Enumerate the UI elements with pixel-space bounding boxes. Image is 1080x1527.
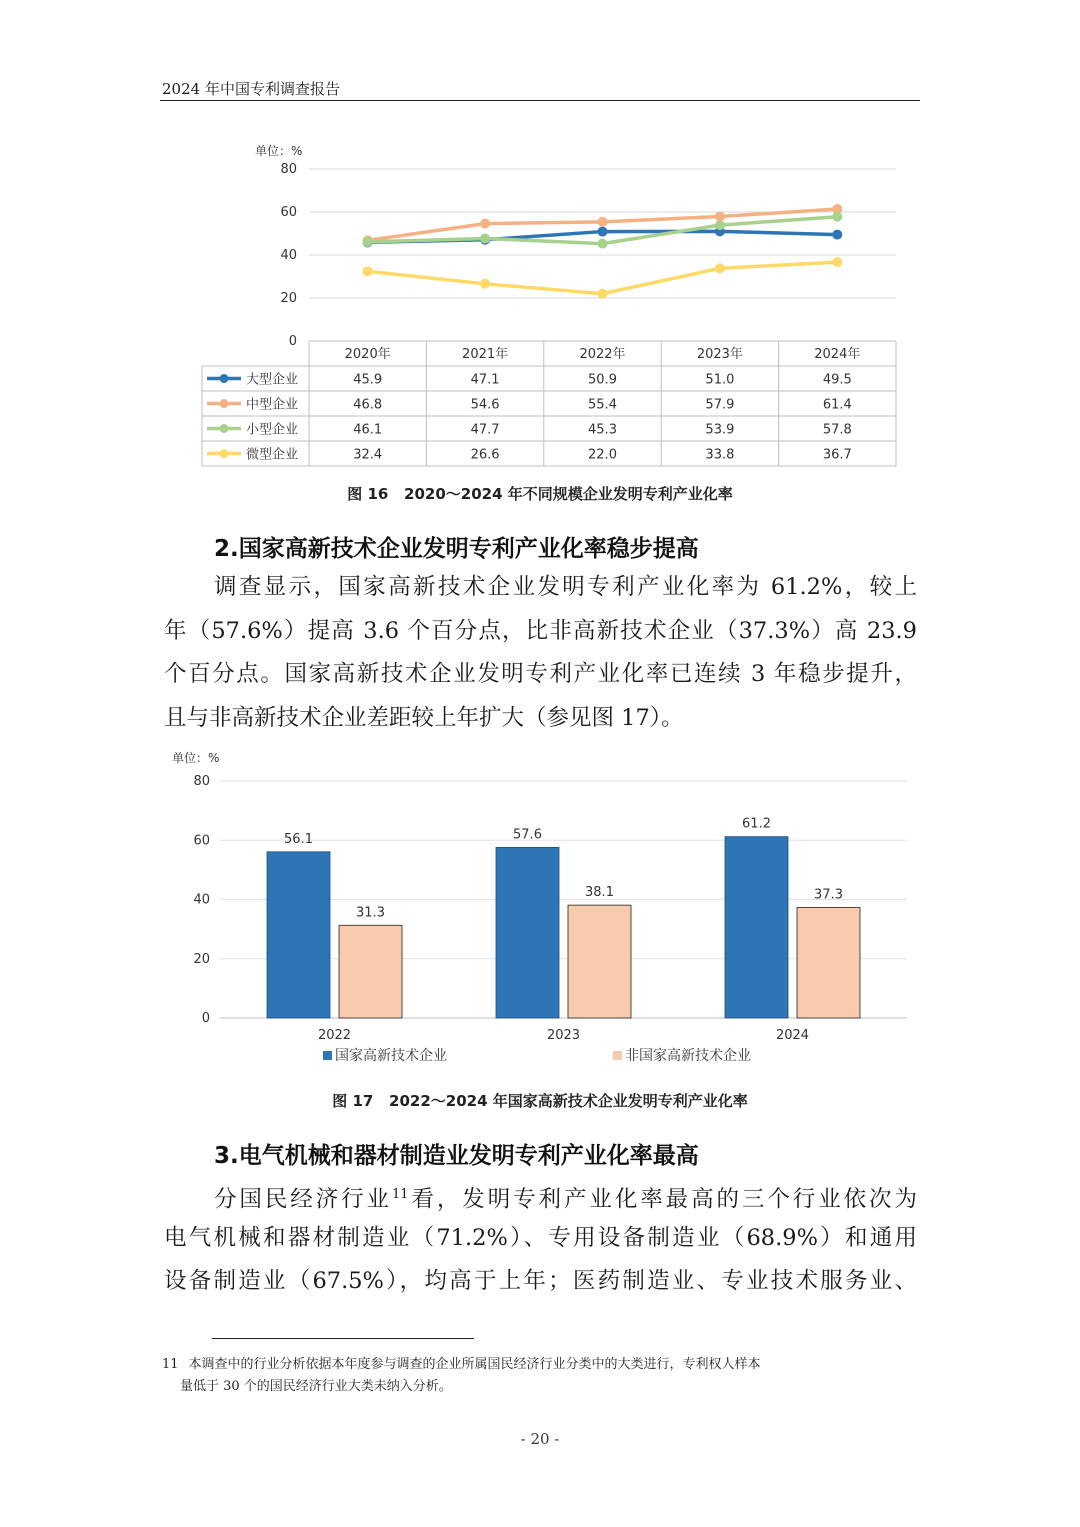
figure16-point (598, 217, 608, 227)
figure16-data-table (202, 341, 896, 466)
running-header: 2024 年中国专利调查报告 (162, 80, 340, 98)
figure16-data-label: 49.5 (822, 372, 852, 388)
figure16-unit: 单位：% (255, 144, 303, 158)
figure16-legend-marker (220, 449, 229, 458)
figure16-data-label: 53.9 (705, 422, 735, 438)
figure17-y-tick-label: 20 (193, 951, 210, 967)
header-rule (160, 100, 920, 101)
figure17-x-tick-label: 2022 (317, 1028, 352, 1043)
figure17-data-label: 31.3 (356, 905, 385, 921)
figure16-data-label: 46.8 (353, 397, 383, 413)
figure16-data-label: 47.1 (470, 372, 500, 388)
figure16-data-label: 50.9 (588, 372, 617, 388)
figure16-caption: 图 16 2020～2024 年不同规模企业发明专利产业化率 (347, 485, 733, 503)
figure16-point (598, 289, 608, 299)
figure16-data-label: 55.4 (588, 397, 617, 413)
figure16-data-label: 26.6 (470, 447, 500, 463)
section3-line-1-post: 看，发明专利产业化率最高的三个行业依次为 (408, 1186, 917, 1213)
section2-line-2: 年（57.6%）提高 3.6 个百分点，比非高新技术企业（37.3%）高 23.9 (164, 617, 917, 644)
footnote-ref[interactable]: 11 (391, 1187, 409, 1202)
figure16-y-tick-label: 80 (280, 162, 297, 177)
figure17-y-tick-label: 0 (201, 1011, 210, 1026)
figure16-series (363, 204, 843, 299)
figure17-bar (568, 905, 631, 1018)
page-number: - 20 - (520, 1430, 560, 1448)
figure17-legend-swatch (613, 1051, 622, 1060)
figure16-legend-marker (220, 374, 229, 383)
figure16-point (598, 239, 608, 249)
figure16-point (363, 266, 373, 276)
section2-heading: 2.国家高新技术企业发明专利产业化率稳步提高 (214, 536, 699, 562)
figure17-data-label: 37.3 (814, 887, 843, 903)
figure16-data-label: 45.9 (353, 372, 383, 388)
footnote-line-1: 本调查中的行业分析依据本年度参与调查的企业所属国民经济行业分类中的大类进行，专利权人样本 (188, 1357, 761, 1372)
figure17-y-tick-label: 60 (193, 833, 210, 849)
footnote-rule (212, 1338, 474, 1339)
figure17-bar (267, 852, 330, 1018)
figure16-x-category: 2020年 (344, 347, 391, 362)
figure16-legend-label: 中型企业 (246, 397, 299, 413)
figure16-y-tick-label: 20 (280, 291, 297, 306)
section2-line-3: 个百分点。国家高新技术企业发明专利产业化率已连续 3 年稳步提升， (164, 661, 917, 688)
figure17-bar (339, 925, 402, 1018)
figure17-bar (496, 847, 559, 1018)
figure17-bars (267, 817, 860, 1018)
figure16-x-category: 2024年 (814, 347, 861, 362)
figure17-data-label: 57.6 (513, 827, 542, 843)
figure17-unit: 单位：% (172, 751, 220, 765)
figure16-legend-marker (220, 424, 229, 433)
figure16-point (480, 233, 490, 243)
figure16-data-label: 36.7 (822, 447, 852, 463)
figure17-data-label: 56.1 (284, 831, 313, 847)
figure16-point (598, 227, 608, 237)
figure16-data-label: 32.4 (353, 447, 383, 463)
figure17-y-tick-label: 80 (193, 774, 210, 789)
figure17-legend (323, 1047, 751, 1064)
footnote-number: 11 (162, 1357, 179, 1372)
figure17-legend-label: 非国家高新技术企业 (625, 1048, 751, 1064)
figure16-x-category: 2022年 (579, 347, 626, 362)
figure16-x-category: 2023年 (696, 347, 743, 362)
footnote (162, 1354, 922, 1398)
section3-line-3: 设备制造业（67.5%），均高于上年；医药制造业、专业技术服务业、 (164, 1268, 917, 1295)
figure16-point (715, 263, 725, 273)
figure16-point (480, 219, 490, 229)
section3-paragraph (164, 1173, 917, 1304)
section3-line-1-pre: 分国民经济行业 (214, 1186, 392, 1213)
figure17-legend-label: 国家高新技术企业 (335, 1048, 447, 1064)
figure16-data-label: 46.1 (353, 422, 383, 438)
figure16-point (715, 220, 725, 230)
figure17-bar (797, 907, 860, 1018)
figure16-y-tick-label: 0 (288, 334, 297, 349)
figure17-chart (160, 745, 920, 1077)
figure16-data-label: 47.7 (470, 422, 500, 438)
figure17-x-ticks (318, 1028, 809, 1043)
figure16-legend-marker (220, 399, 229, 408)
figure16-data-label: 45.3 (588, 422, 617, 438)
figure16-data-label: 57.8 (822, 422, 852, 438)
figure16-legend-label: 大型企业 (246, 372, 299, 388)
figure16-data-label: 61.4 (822, 397, 852, 413)
section2-paragraph (164, 566, 917, 740)
figure16-y-tick-label: 60 (280, 205, 297, 220)
figure16-legend-label: 微型企业 (246, 447, 299, 463)
figure16-x-category: 2021年 (462, 347, 509, 362)
figure16-point (480, 279, 490, 289)
figure16-data-label: 33.8 (705, 447, 735, 463)
section3-heading: 3.电气机械和器材制造业发明专利产业化率最高 (214, 1143, 699, 1169)
figure17-data-label: 38.1 (585, 885, 614, 901)
figure17-legend-swatch (323, 1051, 332, 1060)
figure17-x-tick-label: 2023 (546, 1028, 581, 1043)
figure16-data-label: 51.0 (705, 372, 735, 388)
section3-line-2: 电气机械和器材制造业（71.2%）、专用设备制造业（68.9%）和通用 (164, 1224, 917, 1251)
section2-line-4: 且与非高新技术企业差距较上年扩大（参见图 17）。 (164, 704, 684, 731)
figure16-chart (195, 138, 905, 470)
figure16-point (715, 212, 725, 222)
figure16-data-label: 22.0 (588, 447, 617, 463)
figure16-data-label: 54.6 (470, 397, 500, 413)
section3-line-1 (164, 1173, 917, 1217)
footnote-line-2: 量低于 30 个的国民经济行业大类未纳入分析。 (180, 1379, 452, 1394)
figure16-point (832, 257, 842, 267)
figure16-legend-label: 小型企业 (246, 422, 299, 438)
figure16-y-tick-label: 40 (280, 248, 297, 263)
figure17-bar (725, 837, 788, 1018)
figure16-point (363, 237, 373, 247)
figure16-point (832, 212, 842, 222)
figure17-y-tick-label: 40 (193, 892, 210, 908)
figure17-x-tick-label: 2024 (775, 1028, 810, 1043)
figure16-data-label: 57.9 (705, 397, 735, 413)
figure17-caption: 图 17 2022～2024 年国家高新技术企业发明专利产业化率 (332, 1092, 748, 1110)
figure17-y-ticks (193, 774, 210, 1026)
figure16-y-ticks (280, 162, 297, 349)
section2-line-1: 调查显示，国家高新技术企业发明专利产业化率为 61.2%，较上 (214, 574, 917, 600)
figure17-data-label: 61.2 (742, 816, 771, 832)
figure16-point (832, 230, 842, 240)
